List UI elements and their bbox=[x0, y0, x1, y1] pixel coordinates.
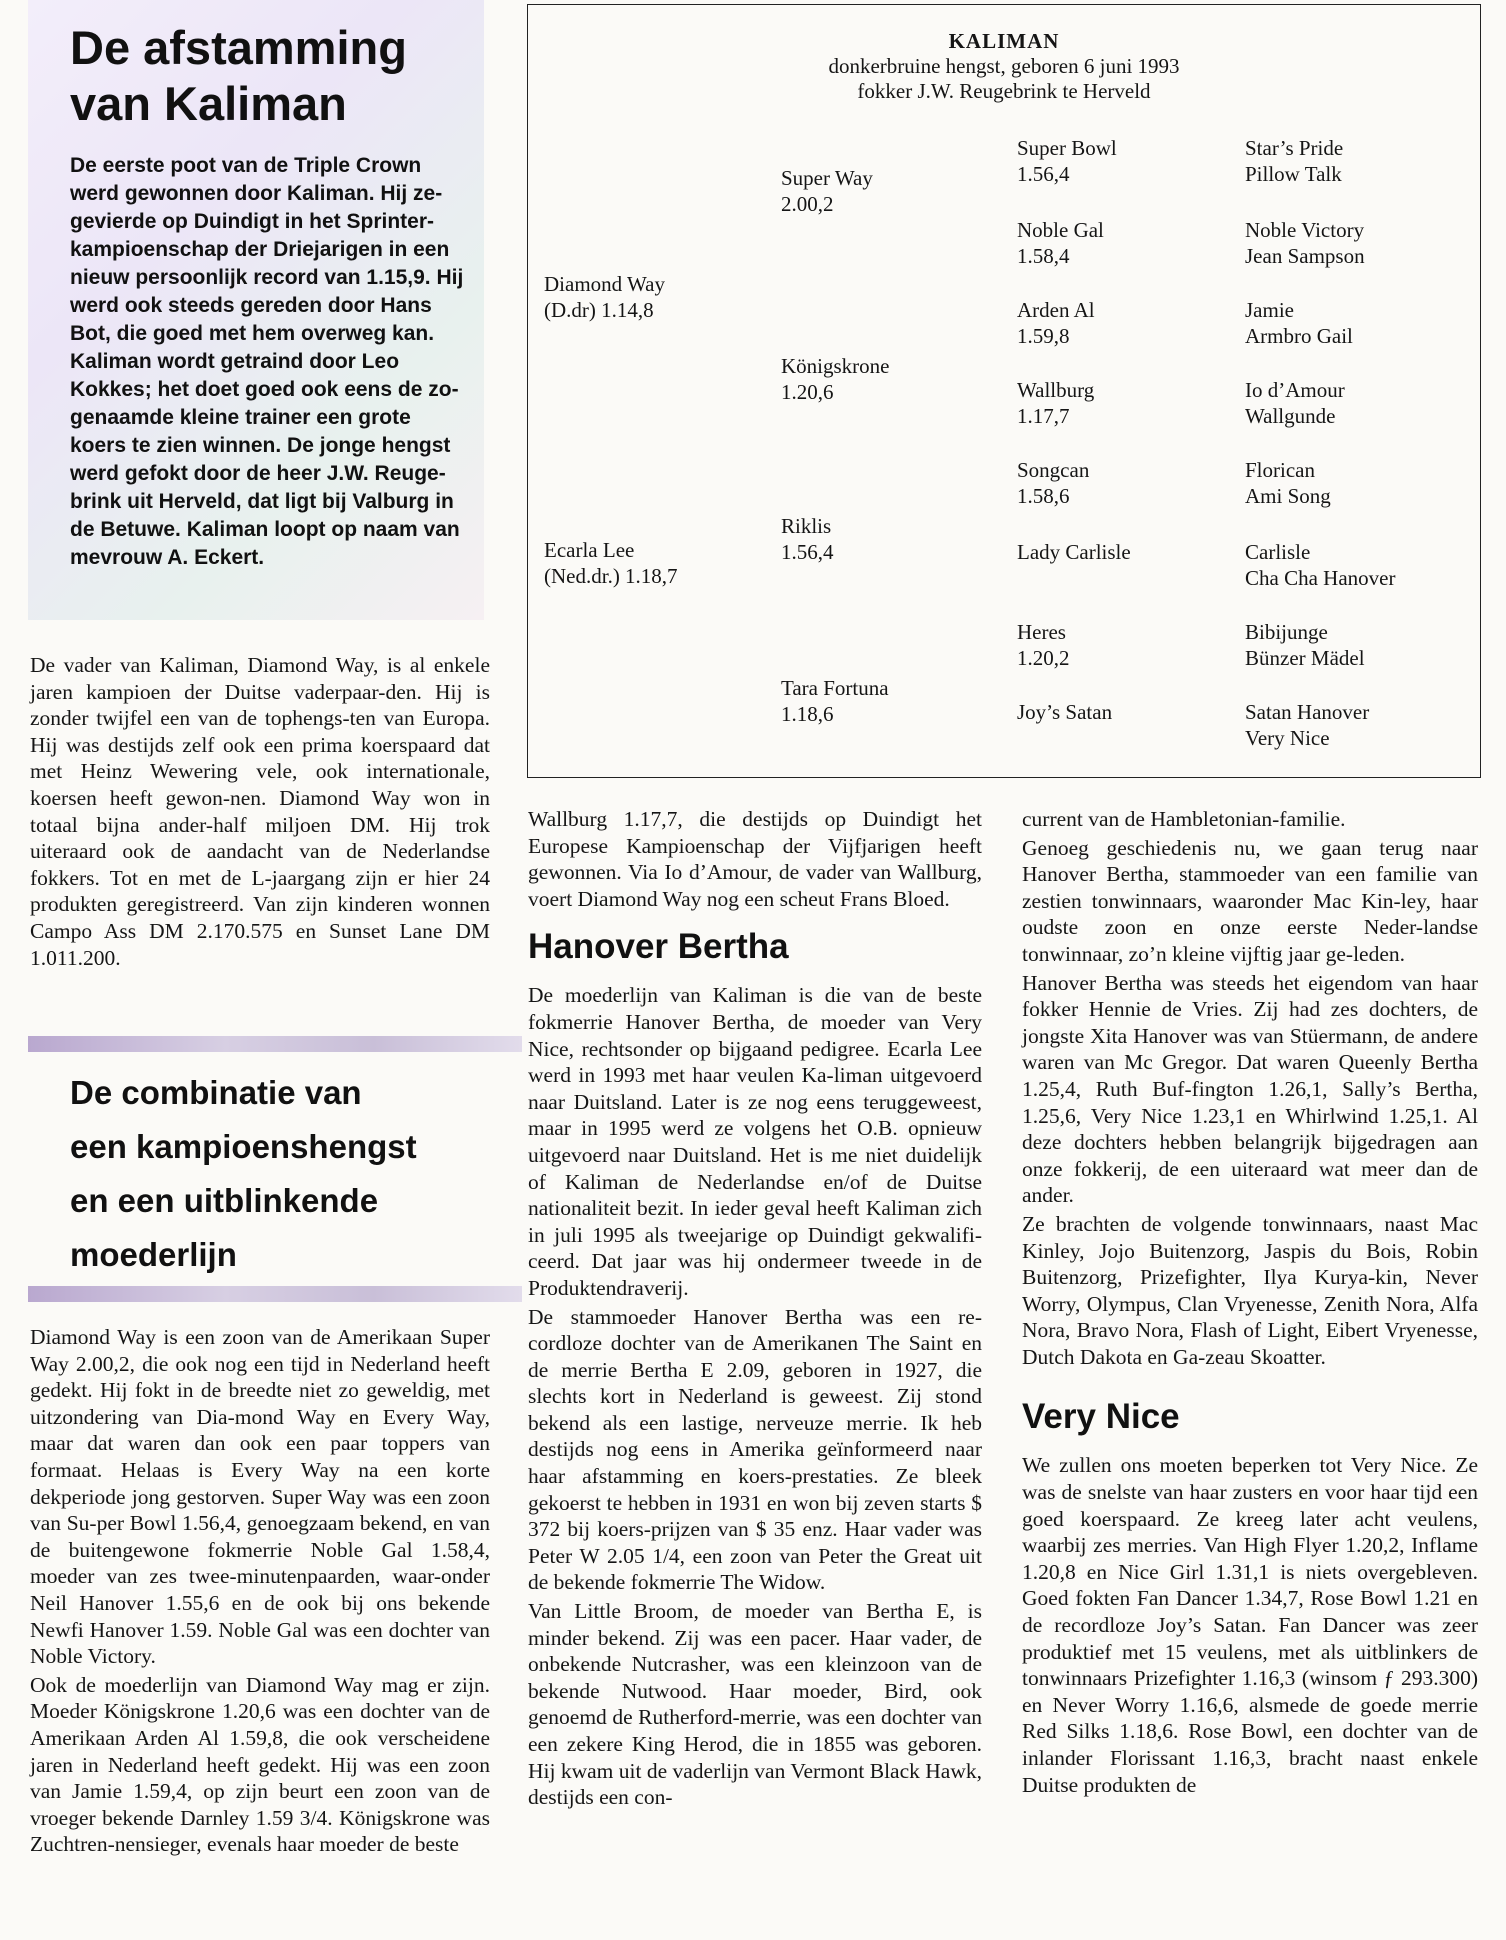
pedigree-table bbox=[527, 4, 1481, 778]
pedigree-gen3: Heres 1.20,2 bbox=[1017, 620, 1070, 670]
pedigree-description: donkerbruine hengst, geboren 6 juni 1993 bbox=[828, 54, 1180, 78]
paragraph: current van de Hambletonian-familie. bbox=[1022, 807, 1346, 831]
pedigree-gen2: Königskrone 1.20,6 bbox=[781, 354, 890, 404]
paragraph: Wallburg 1.17,7, die destijds op Duindigt het Europese Kampioenschap der Vijfjarigen heeft gewonnen. Via Io d’Amour, de vader van Wallburg, voert Diamond Way nog een scheut Frans Bloed. bbox=[528, 807, 982, 911]
intro-lead: De eerste poot van de Triple Crown werd gewonnen door Kaliman. Hij ze-gevierde op Duindigt in het Sprinter-kampioenschap der Driejarigen in een nieuw persoonlijk record van 1.15,9. Hij werd ook steeds gereden door Hans Bot, die goed met hem overweg kan. Kaliman wordt getraind door Leo Kokkes; het doet goed ook eens de zo-genaamde kleine trainer een grote koers te zien winnen. De jonge hengst werd gefokt door de heer J.W. Reuge-brink uit Herveld, dat ligt bij Valburg in de Betuwe. Kaliman loopt op naam van mevrouw A. Eckert. bbox=[70, 154, 464, 569]
headline-line: De combinatie van bbox=[70, 1074, 362, 1111]
column-1-bottom bbox=[30, 1324, 490, 1860]
pedigree-dam: Ecarla Lee (Ned.dr.) 1.18,7 bbox=[544, 538, 678, 588]
pedigree-header bbox=[528, 29, 1480, 104]
headline-line: een kampioenshengst bbox=[70, 1128, 417, 1165]
pedigree-gen3: Joy’s Satan bbox=[1017, 700, 1113, 724]
pedigree-gen3: Wallburg 1.17,7 bbox=[1017, 378, 1095, 428]
column-2 bbox=[528, 806, 982, 1813]
pedigree-gen2: Tara Fortuna 1.18,6 bbox=[781, 676, 889, 726]
pedigree-horse-name: KALIMAN bbox=[948, 29, 1060, 53]
section-heading: Very Nice bbox=[1022, 1397, 1180, 1437]
pedigree-gen2: Super Way 2.00,2 bbox=[781, 166, 873, 216]
pedigree-breeder: fokker J.W. Reugebrink te Herveld bbox=[857, 79, 1151, 103]
pedigree-gen4: Florican Ami Song bbox=[1245, 458, 1331, 508]
pedigree-gen2: Riklis 1.56,4 bbox=[781, 514, 834, 564]
paragraph: Genoeg geschiedenis nu, we gaan terug naar Hanover Bertha, stammoeder van een familie van zestien tonwinnaars, waaronder Mac Kin-ley, haar oudste zoon en onze eerste Neder-landse tonwinnaar, zo’n kleine vijftig jaar ge-leden. bbox=[1022, 835, 1478, 966]
pedigree-gen4: Star’s Pride Pillow Talk bbox=[1245, 136, 1344, 186]
divider-bar bbox=[28, 1286, 522, 1302]
headline-line: en een uitblinkende bbox=[70, 1182, 379, 1219]
divider-bar bbox=[28, 1036, 522, 1052]
article-title bbox=[70, 20, 470, 132]
paragraph: Van Little Broom, de moeder van Bertha E, is minder bekend. Zij was een pacer. Haar vader, de onbekende Nutcrasher, was een kleinzoon van de bekende Nutwood. Haar moeder, Bird, ook genoemd de Rutherford-merrie, was een dochter van een zekere King Herod, die in 1855 was geboren. Hij kwam uit de vaderlijn van Vermont Black Hawk, destijds een con- bbox=[528, 1599, 982, 1810]
paragraph: Ze brachten de volgende tonwinnaars, naast Mac Kinley, Jojo Buitenzorg, Jaspis du Bois, Robin Buitenzorg, Prizefighter, Ilya Kurya-kin, Never Worry, Olympus, Clan Vryenesse, Zenith Nora, Alfa Nora, Bravo Nora, Flash of Light, Eibert Vryenesse, Dutch Dakota en Ga-zeau Skoatter. bbox=[1022, 1211, 1478, 1369]
pedigree-gen3: Lady Carlisle bbox=[1017, 540, 1131, 564]
title-line-1: De afstamming bbox=[70, 21, 407, 74]
paragraph: Hanover Bertha was steeds het eigendom van haar fokker Hennie de Vries. Zij had zes dochters, de jongste Xita Hanover was van Stüermann, de andere waren van Mc Gregor. Dat waren Queenly Bertha 1.25,4, Ruth Buf-fington 1.26,1, Sally’s Bertha, 1.25,6, Very Nice 1.23,1 en Whirlwind 1.25,1. Al deze dochters hebben belangrijk bijgedragen aan onze fokkerij, de een uiteraard wat meer dan de ander. bbox=[1022, 970, 1478, 1208]
pedigree-gen4: Bibijunge Bünzer Mädel bbox=[1245, 620, 1365, 670]
pedigree-gen3: Songcan 1.58,6 bbox=[1017, 458, 1090, 508]
paragraph: De moederlijn van Kaliman is die van de beste fokmerrie Hanover Bertha, de moeder van Very Nice, rechtsonder op bijgaand pedigree. Ecarla Lee werd in 1993 met haar veulen Ka-liman uitgevoerd naar Duitsland. Later is ze nog eens teruggeweest, maar in 1995 werd ze volgens het O.B. opnieuw uitgevoerd naar Duitsland. Het is me niet duidelijk of Kaliman de Nederlandse en/of de Duitse nationaliteit bezit. In ieder geval heeft Kaliman zich in juli 1995 als tweejarige op Duindigt gekwalifi-ceerd. Dat jaar was hij ondermeer tweede in de Produktendraverij. bbox=[528, 983, 982, 1300]
title-line-2: van Kaliman bbox=[70, 77, 347, 130]
pedigree-gen4: Io d’Amour Wallgunde bbox=[1245, 378, 1345, 428]
pedigree-sire: Diamond Way (D.dr) 1.14,8 bbox=[544, 272, 665, 322]
pedigree-gen4: Satan Hanover Very Nice bbox=[1245, 700, 1370, 750]
pedigree-gen3: Noble Gal 1.58,4 bbox=[1017, 218, 1104, 268]
headline-line: moederlijn bbox=[70, 1236, 237, 1273]
section-headline bbox=[70, 1066, 510, 1282]
pedigree-gen4: Jamie Armbro Gail bbox=[1245, 298, 1353, 348]
pedigree-gen4: Noble Victory Jean Sampson bbox=[1245, 218, 1365, 268]
pedigree-gen3: Arden Al 1.59,8 bbox=[1017, 298, 1095, 348]
intro-box bbox=[28, 0, 484, 620]
pedigree-gen4: Carlisle Cha Cha Hanover bbox=[1245, 540, 1396, 590]
paragraph: De vader van Kaliman, Diamond Way, is al enkele jaren kampioen der Duitse vaderpaar-den. Hij is zonder twijfel een van de tophengs-ten van Europa. Hij was destijds zelf ook een prima koerspaard dat met Heinz Wewering vele, ook internationale, koersen heeft gewon-nen. Diamond Way won in totaal bijna ander-half miljoen DM. Hij trok uiteraard ook de aandacht van de Nederlandse fokkers. Tot en met de L-jaargang zijn er hier 24 produkten geregistreerd. Van zijn kinderen wonnen Campo Ass DM 2.170.575 en Sunset Lane DM 1.011.200. bbox=[30, 653, 490, 970]
pedigree-gen3: Super Bowl 1.56,4 bbox=[1017, 136, 1117, 186]
paragraph: We zullen ons moeten beperken tot Very Nice. Ze was de snelste van haar zusters en voor haar tijd een goed koerspaard. Ze kreeg later acht veulens, waarbij zes merries. Van High Flyer 1.20,2, Inflame 1.20,8 en Nice Girl 1.31,1 is niets overgebleven. Goed fokten Fan Dancer 1.34,7, Rose Bowl 1.21 en de recordloze Joy’s Satan. Fan Dancer was zeer produktief met 15 veulens, met als uitblinkers de tonwinnaars Prizefighter 1.16,3 (winsom ƒ 293.300) en Never Worry 1.16,6, alsmede de goede merrie Red Silks 1.18,6. Rose Bowl, een dochter van de inlander Florissant 1.16,3, bracht naast enkele Duitse produkten de bbox=[1022, 1453, 1478, 1797]
column-3 bbox=[1022, 806, 1478, 1800]
column-1-top bbox=[30, 652, 490, 973]
paragraph: Ook de moederlijn van Diamond Way mag er zijn. Moeder Königskrone 1.20,6 was een dochter van de Amerikaan Arden Al 1.59,8, die ook verscheidene jaren in Nederland heeft gedekt. Hij was een zoon van Jamie 1.59,4, op zijn beurt een zoon van de vroeger bekende Darnley 1.59 3/4. Königskrone was Zuchtren-nensieger, evenals haar moeder de beste bbox=[30, 1672, 490, 1857]
section-heading: Hanover Bertha bbox=[528, 927, 789, 967]
paragraph: Diamond Way is een zoon van de Amerikaan Super Way 2.00,2, die ook nog een tijd in Nederland heeft gedekt. Hij fokt in de breedte niet zo geweldig, met uitzondering van Dia-mond Way en Every Way, maar dat waren dan ook een paar toppers van formaat. Helaas is Every Way na een korte dekperiode jong gestorven. Super Way was een zoon van Su-per Bowl 1.56,4, genoegzaam bekend, en van de buitengewone fokmerrie Noble Gal 1.58,4, moeder van zes twee-minutenpaarden, waar-onder Neil Hanover 1.55,6 en de ook bij ons bekende Newfi Hanover 1.59. Noble Gal was een dochter van Noble Victory. bbox=[30, 1325, 490, 1669]
paragraph: De stammoeder Hanover Bertha was een re-cordloze dochter van de Amerikanen The Saint en de merrie Bertha E 2.09, geboren in 1927, die slechts kort in Nederland is geweest. Zij stond bekend als een lastige, nerveuze merrie. Ik heb destijds nog eens in Amerika geïnformeerd naar haar afstamming en koers-prestaties. Ze bleek gekoerst te hebben in 1931 en won bij zeven starts $ 372 bij koers-prijzen van $ 35 enz. Haar vader was Peter W 2.05 1/4, een zoon van Peter the Great uit de bekende fokmerrie The Widow. bbox=[528, 1304, 982, 1595]
